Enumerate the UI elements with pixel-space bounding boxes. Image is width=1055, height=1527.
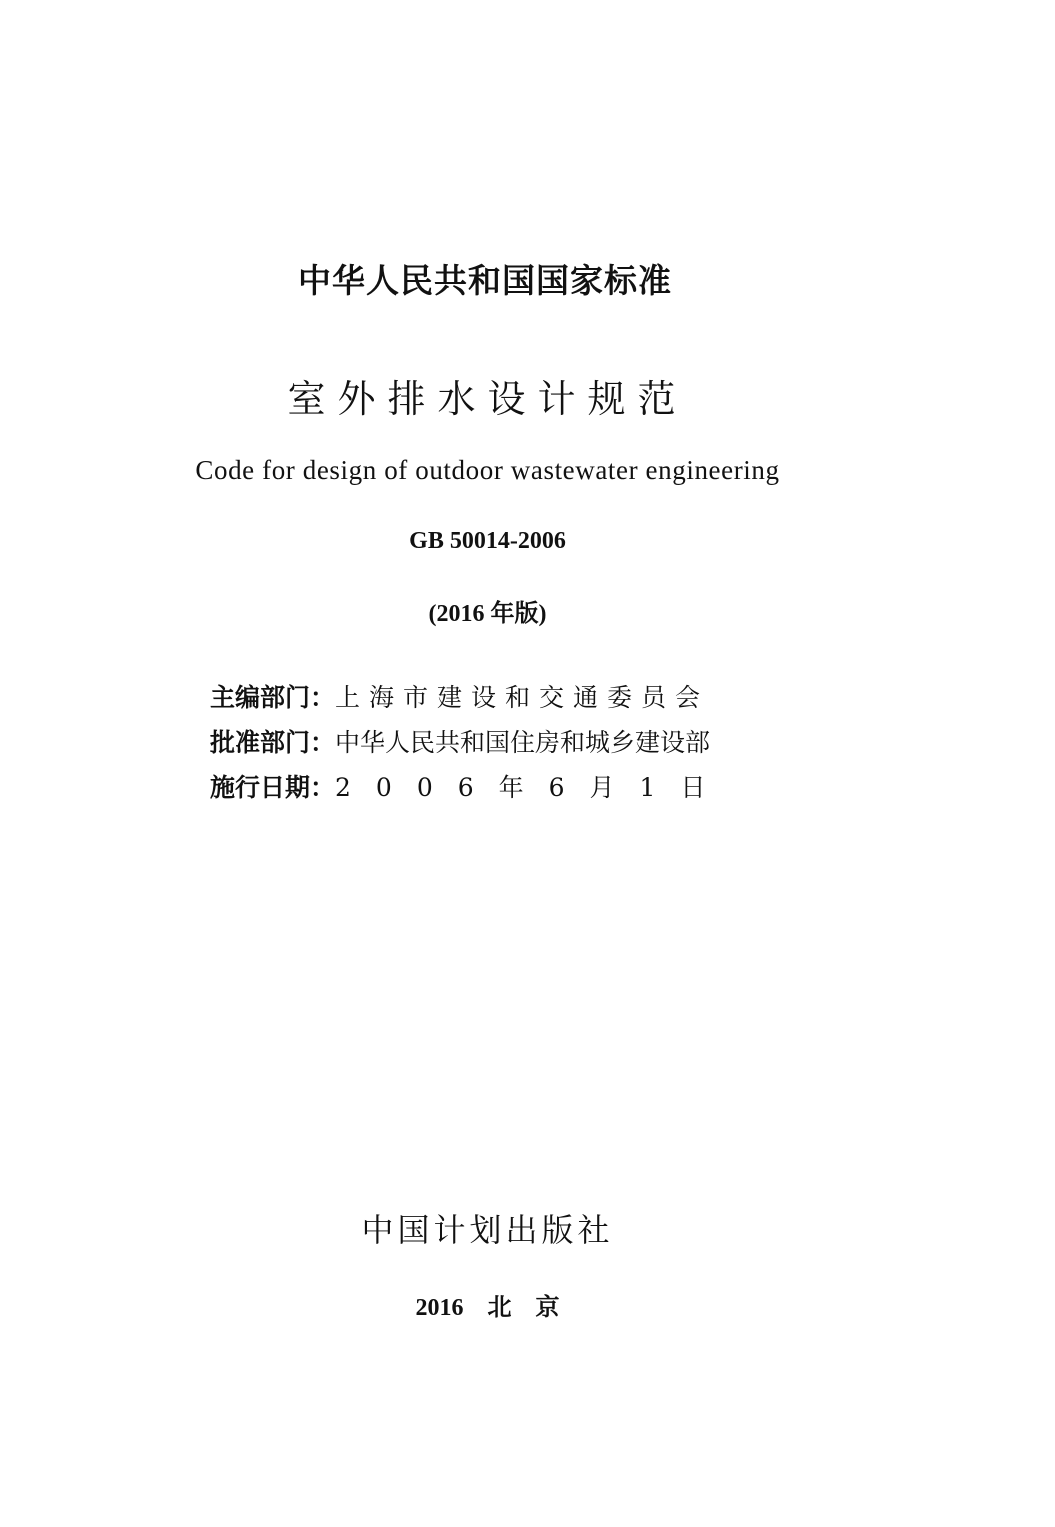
chief-editor-value: 上海市建设和交通委员会 <box>335 683 710 712</box>
document-title-chinese: 室外排水设计规范 <box>287 377 688 421</box>
chief-editor-row <box>210 675 730 720</box>
standard-code: GB 50014-2006 <box>409 528 566 554</box>
document-title-english: Code for design of outdoor wastewater engineering <box>195 455 780 485</box>
approval-dept-label: 批准部门： <box>210 728 336 757</box>
effective-date-label: 施行日期： <box>210 773 336 802</box>
publisher-name: 中国计划出版社 <box>361 1211 614 1249</box>
publication-year-place: 2016 北 京 <box>415 1295 560 1321</box>
edition-label: (2016 年版) <box>428 601 547 627</box>
national-standard-heading: 中华人民共和国国家标准 <box>298 261 672 300</box>
chief-editor-label: 主编部门： <box>210 683 336 712</box>
info-block <box>210 675 730 810</box>
effective-date-row <box>210 765 730 810</box>
approval-dept-row <box>210 720 730 765</box>
approval-dept-value: 中华人民共和国住房和城乡建设部 <box>335 728 711 757</box>
effective-date-value: 2006年6月1日 <box>335 773 731 802</box>
